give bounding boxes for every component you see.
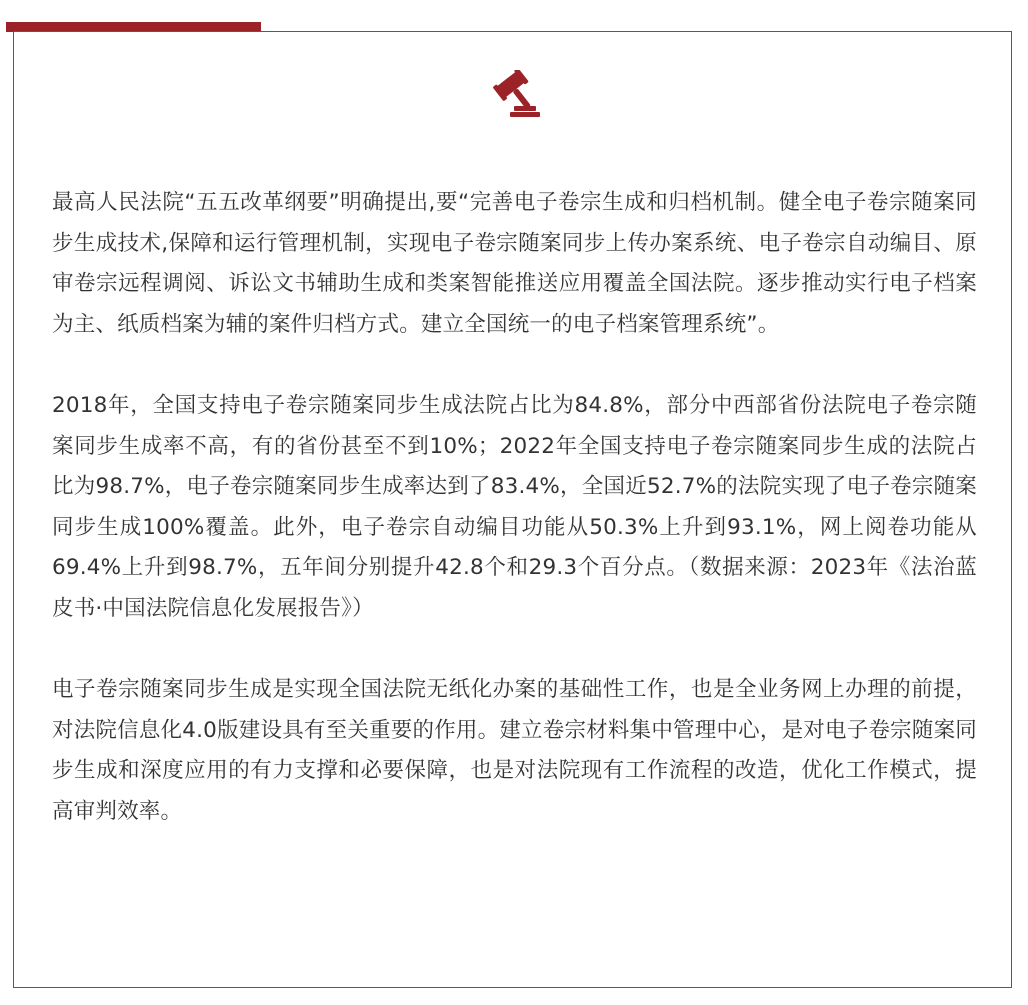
paragraph-statistics: 2018年，全国支持电子卷宗随案同步生成法院占比为84.8%，部分中西部省份法院电子卷宗随案同步生成率不高，有的省份甚至不到10%；2022年全国支持电子卷宗随案同步生成的法院占比为98.7%，电子卷宗随案同步生成率达到了83.4%，全国近52.7%的法院实现了电子卷宗随案同步生成100%覆盖。此外，电子卷宗自动编目功能从50.3%上升到93.1%，网上阅卷功能从69.4%上升到98.7%，五年间分别提升42.8个和29.3个百分点。（数据来源：2023年《法治蓝皮书·中国法院信息化发展报告》） — [52, 393, 977, 621]
paragraph-reform-outline: 最高人民法院“五五改革纲要”明确提出,要“完善电子卷宗生成和归档机制。健全电子卷宗随案同步生成技术,保障和运行管理机制，实现电子卷宗随案同步上传办案系统、电子卷宗自动编目、原审卷宗远程调阅、诉讼文书辅助生成和类案智能推送应用覆盖全国法院。逐步推动实行电子档案为主、纸质档案为辅的案件归档方式。建立全国统一的电子档案管理系统”。 — [52, 190, 977, 337]
article-body — [52, 183, 977, 832]
gavel-icon — [488, 70, 542, 118]
paragraph-significance: 电子卷宗随案同步生成是实现全国法院无纸化办案的基础性工作，也是全业务网上办理的前提，对法院信息化4.0版建设具有至关重要的作用。建立卷宗材料集中管理中心，是对电子卷宗随案同步生成和深度应用的有力支撑和必要保障，也是对法院现有工作流程的改造，优化工作模式，提高审判效率。 — [52, 677, 977, 824]
